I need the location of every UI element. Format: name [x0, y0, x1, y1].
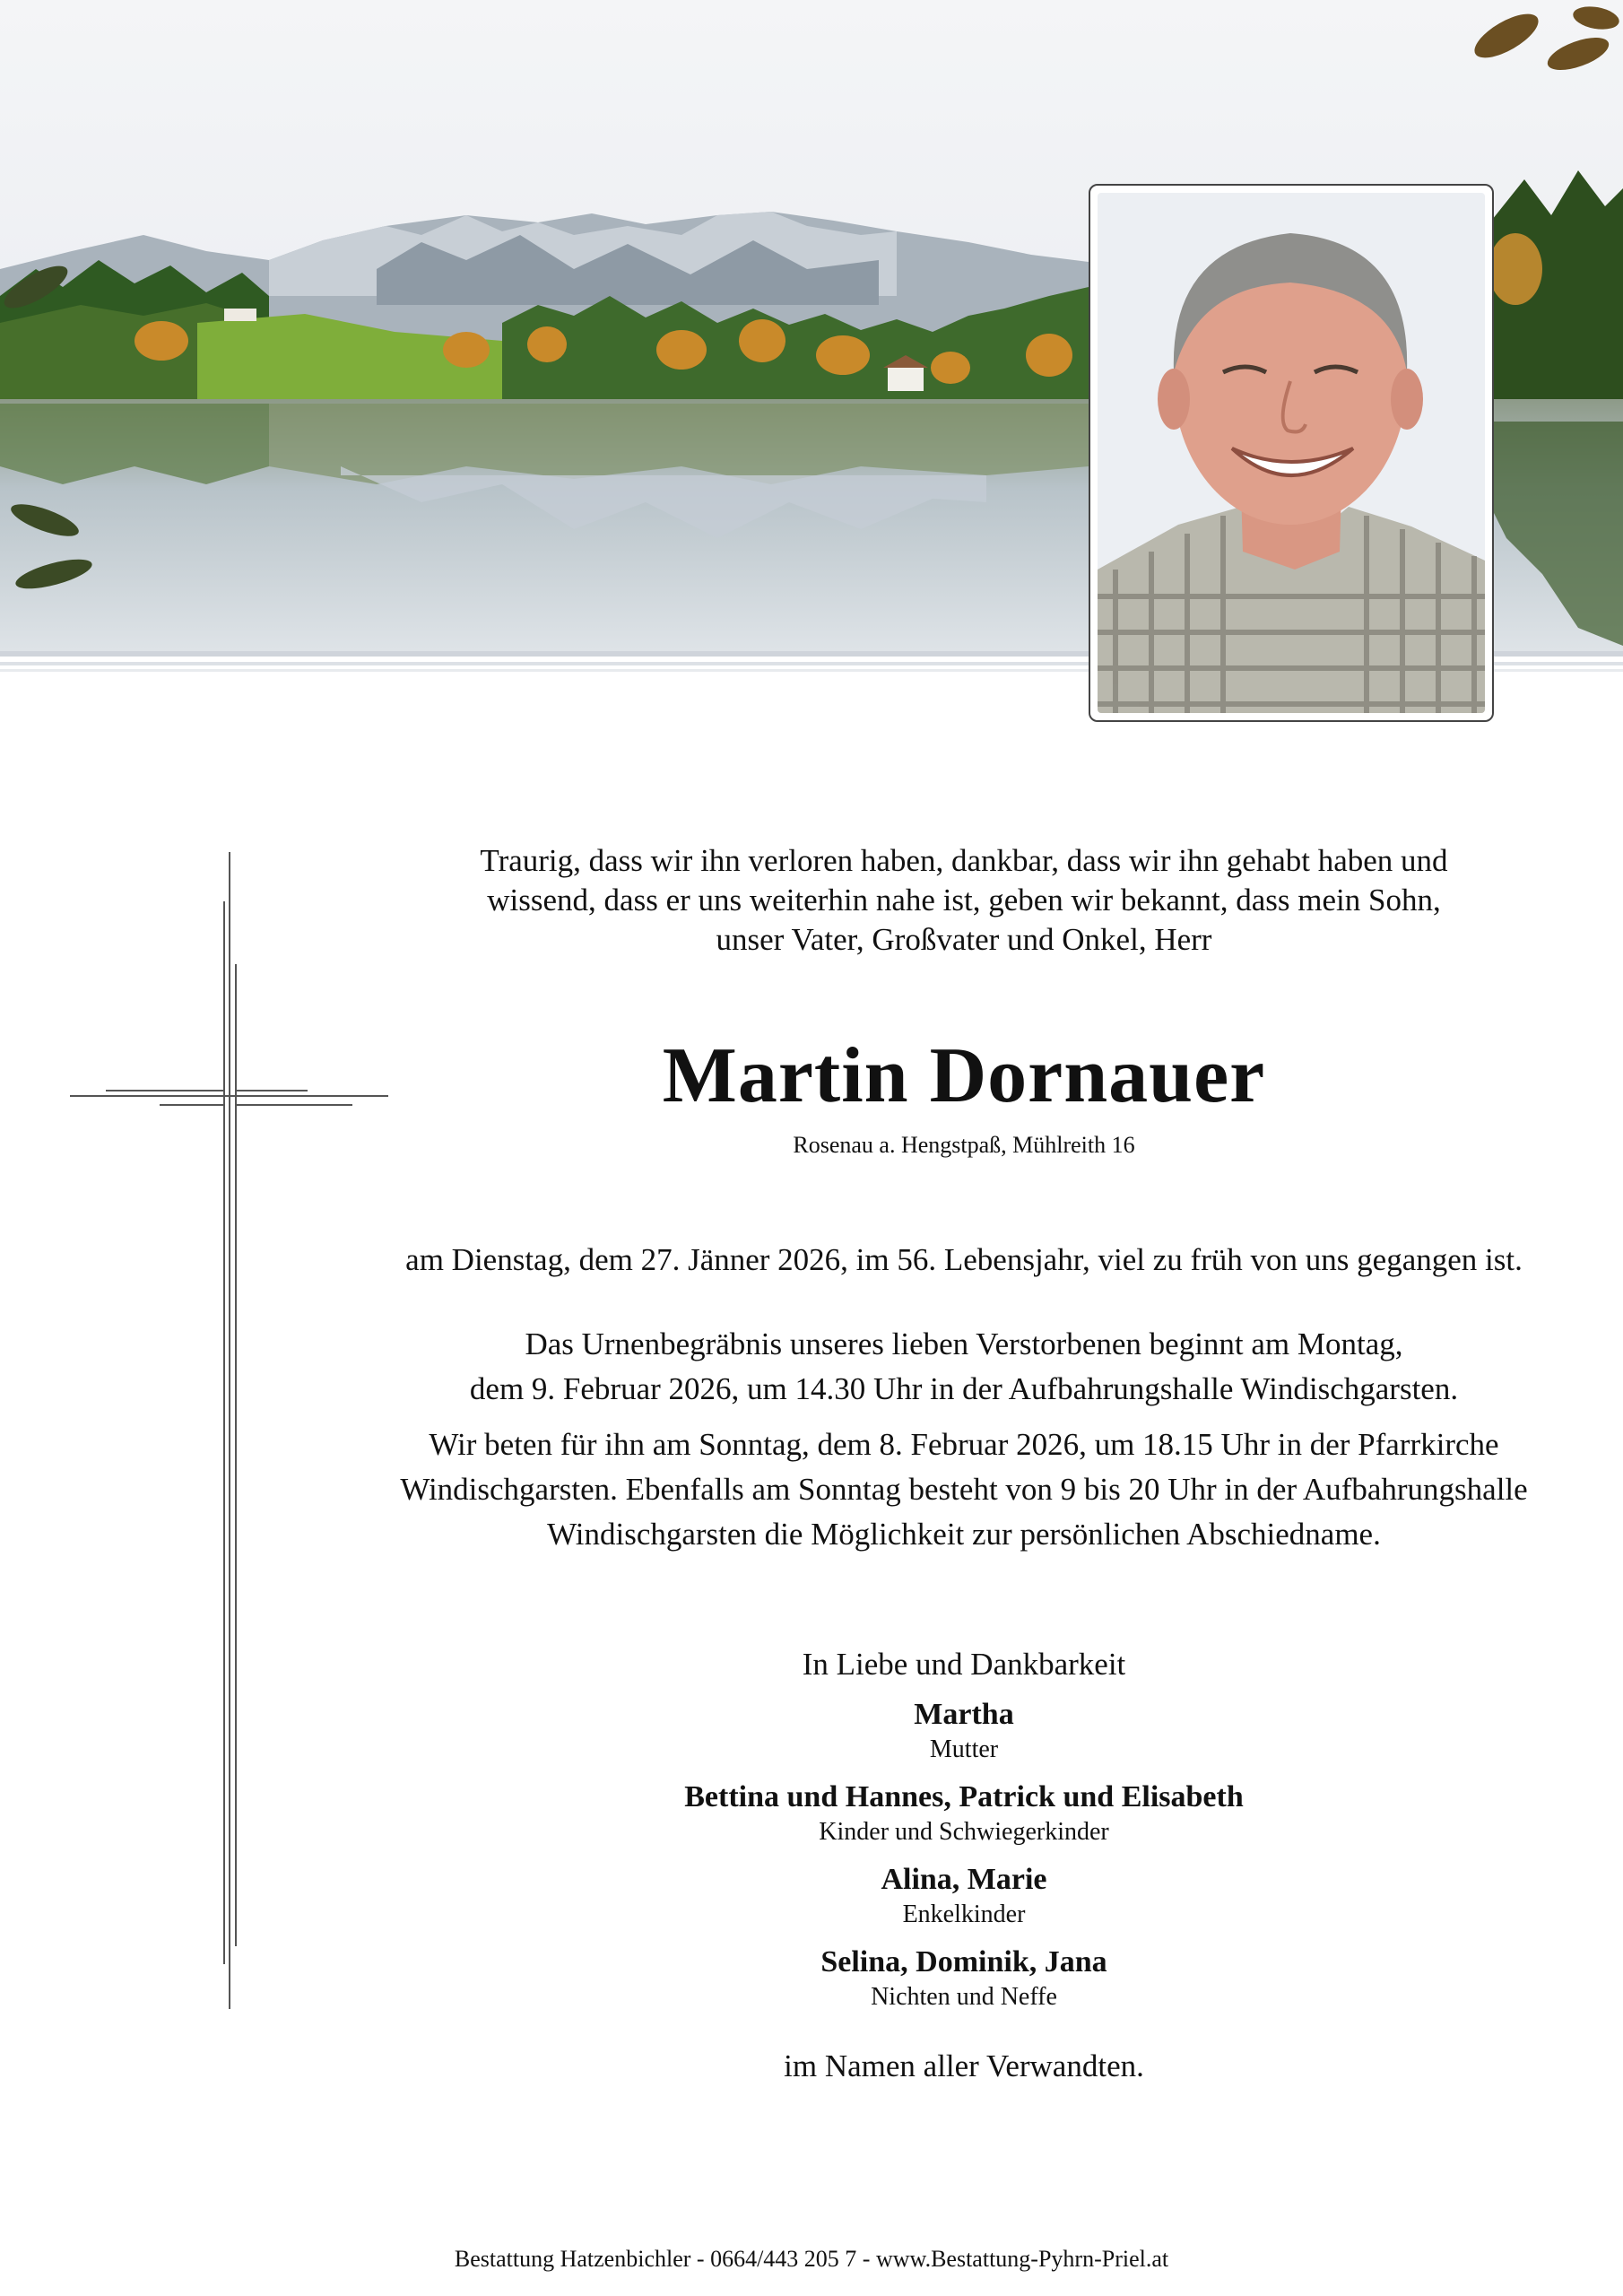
mourner-relation: Kinder und Schwiegerkinder [819, 1818, 1109, 1846]
mourner-relation: Enkelkinder [902, 1900, 1026, 1928]
prayer-line: Windischgarsten die Möglichkeit zur persönlichen Abschiedname. [547, 1517, 1381, 1552]
burial-line: Das Urnenbegräbnis unseres lieben Verstorbenen beginnt am Montag, [525, 1326, 1403, 1361]
dedication: In Liebe und Dankbarkeit [802, 1647, 1126, 1682]
intro-text [359, 841, 1569, 960]
burial-line: dem 9. Februar 2026, um 14.30 Uhr in der Aufbahrungshalle Windischgarsten. [469, 1371, 1459, 1406]
mourners-list [359, 1695, 1569, 2025]
mourner-relation: Mutter [929, 1735, 999, 1763]
mourner-group [359, 1778, 1569, 1848]
intro-line: Traurig, dass wir ihn verloren haben, dankbar, dass wir ihn gehabt haben und [480, 843, 1448, 878]
mourner-names: Alina, Marie [881, 1863, 1047, 1896]
portrait-frame [1089, 184, 1494, 722]
prayer-text [359, 1422, 1569, 1557]
mourner-names: Bettina und Hannes, Patrick und Elisabeth [684, 1780, 1244, 1813]
mourner-names: Martha [914, 1698, 1014, 1731]
mourner-group [359, 1860, 1569, 1930]
intro-line: wissend, dass er uns weiterhin nahe ist, geben wir bekannt, dass mein Sohn, [487, 883, 1441, 918]
footer-undertaker: Bestattung Hatzenbichler - 0664/443 205 7 - www.Bestattung-Pyhrn-Priel.at [454, 2246, 1169, 2272]
deceased-name: Martin Dornauer [662, 1032, 1266, 1119]
mourner-group [359, 1943, 1569, 2013]
burial-text [359, 1322, 1569, 1412]
mourner-group [359, 1695, 1569, 1765]
prayer-line: Wir beten für ihn am Sonntag, dem 8. Februar 2026, um 18.15 Uhr in der Pfarrkirche [429, 1427, 1499, 1462]
death-notice: am Dienstag, dem 27. Jänner 2026, im 56. Lebensjahr, viel zu früh von uns gegangen ist. [405, 1242, 1523, 1277]
deceased-address: Rosenau a. Hengstpaß, Mühlreith 16 [793, 1132, 1135, 1158]
cross-icon [70, 852, 393, 2018]
intro-line: unser Vater, Großvater und Onkel, Herr [716, 922, 1212, 957]
mourner-relation: Nichten und Neffe [871, 1983, 1057, 2011]
closing-line: im Namen aller Verwandten. [784, 2048, 1144, 2083]
mourner-names: Selina, Dominik, Jana [820, 1945, 1107, 1979]
prayer-line: Windischgarsten. Ebenfalls am Sonntag besteht von 9 bis 20 Uhr in der Aufbahrungshalle [400, 1472, 1528, 1507]
portrait-photo [1098, 193, 1485, 713]
